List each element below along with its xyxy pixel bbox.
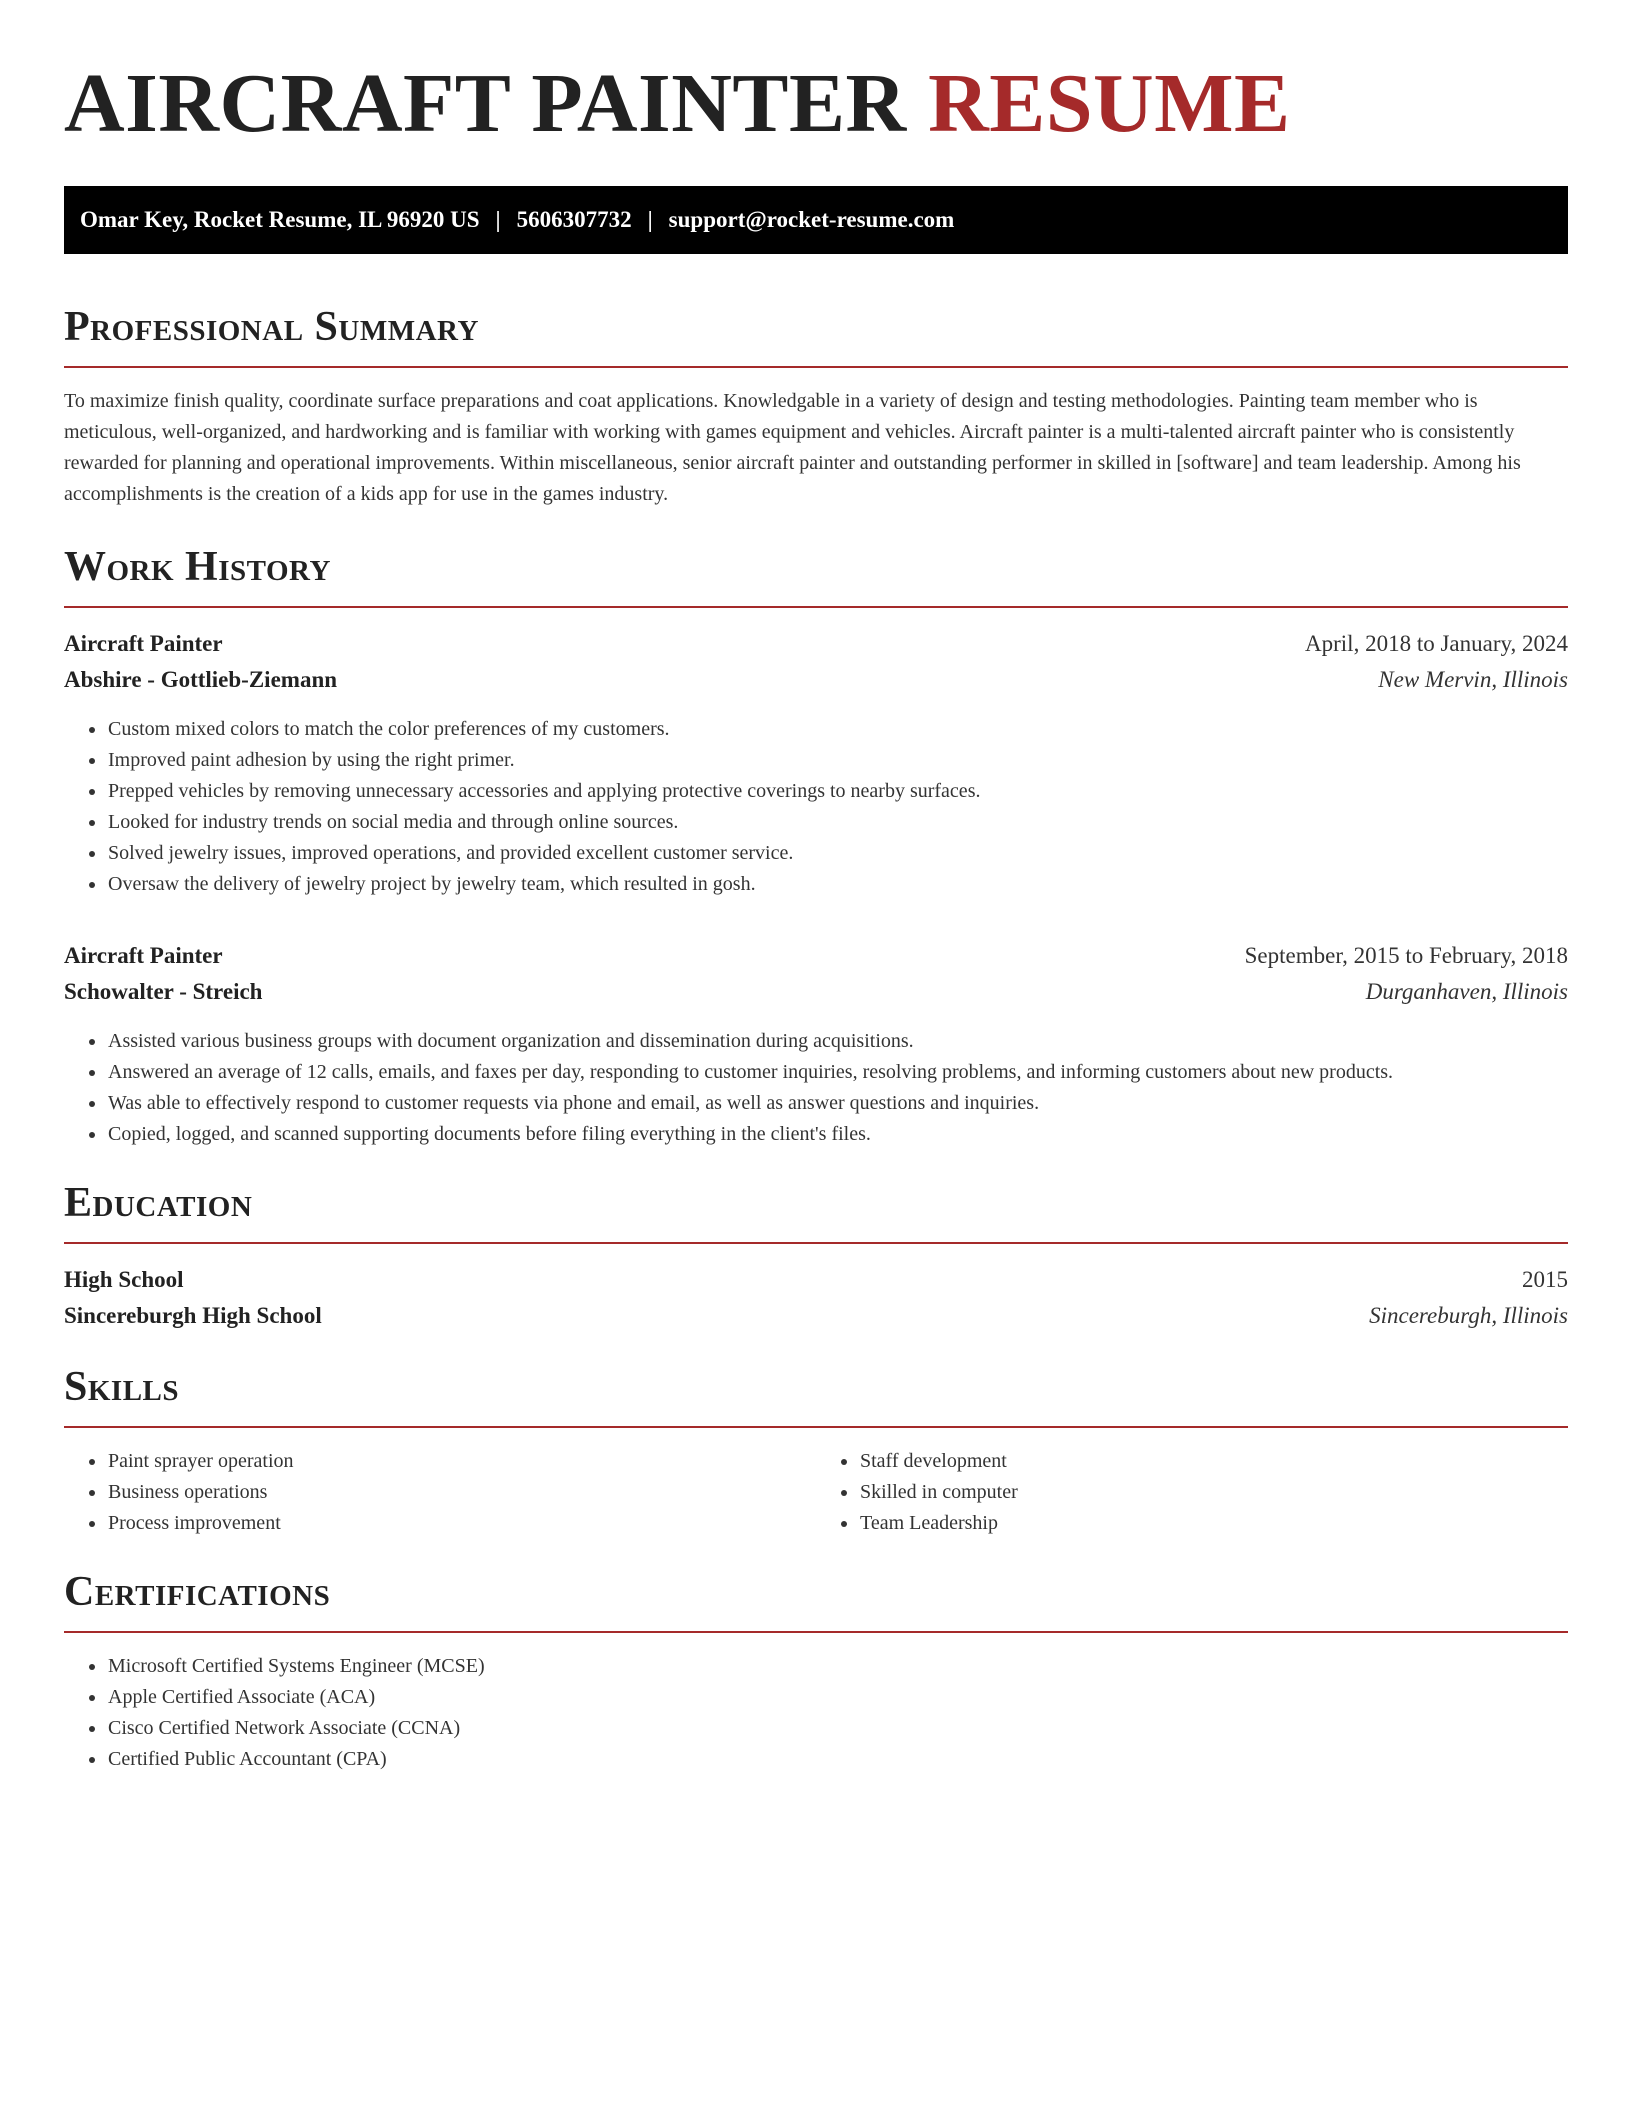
summary-heading: Professional Summary xyxy=(64,304,479,350)
section-divider xyxy=(64,1242,1568,1244)
certification-item: • Apple Certified Associate (ACA) xyxy=(107,1682,1568,1713)
job-company-row xyxy=(64,974,1568,1010)
skills-heading: Skills xyxy=(64,1364,180,1410)
section-divider xyxy=(64,606,1568,608)
certifications-heading: Certifications xyxy=(64,1569,331,1615)
job-header-row xyxy=(64,938,1568,974)
skill-item: • Process improvement xyxy=(107,1508,816,1539)
contact-email: support@rocket-resume.com xyxy=(668,207,955,232)
skill-item: • Staff development xyxy=(859,1446,1568,1477)
job-company: Abshire - Gottlieb-Ziemann xyxy=(64,667,338,692)
job-bullet: • Improved paint adhesion by using the right primer. xyxy=(107,745,1568,776)
education-heading: Education xyxy=(64,1180,253,1226)
skills-grid xyxy=(64,1446,1568,1539)
section-divider xyxy=(64,366,1568,368)
job-bullets xyxy=(64,1026,1568,1150)
job-bullet: • Was able to effectively respond to customer requests via phone and email, as well as answer questions and inquiries. xyxy=(107,1088,1568,1119)
title-accent: RESUME xyxy=(928,57,1291,150)
job-entry xyxy=(64,626,1568,900)
skill-item: • Skilled in computer xyxy=(859,1477,1568,1508)
contact-phone: 5606307732 xyxy=(516,207,632,232)
certification-item: • Certified Public Accountant (CPA) xyxy=(107,1744,1568,1775)
education-degree-row xyxy=(64,1262,1568,1298)
job-company: Schowalter - Streich xyxy=(64,979,263,1004)
job-bullet: • Copied, logged, and scanned supporting documents before filing everything in the client's files. xyxy=(107,1119,1568,1150)
skill-item: • Business operations xyxy=(107,1477,816,1508)
skills-list xyxy=(816,1446,1568,1539)
job-entry xyxy=(64,938,1568,1150)
job-title: Aircraft Painter xyxy=(64,943,223,968)
job-title: Aircraft Painter xyxy=(64,631,223,656)
resume-title xyxy=(64,58,1568,150)
title-main: AIRCRAFT PAINTER xyxy=(64,57,907,150)
contact-separator: | xyxy=(647,207,653,232)
job-bullet: • Oversaw the delivery of jewelry project by jewelry team, which resulted in gosh. xyxy=(107,869,1568,900)
education-section xyxy=(64,1178,1568,1334)
job-bullets xyxy=(64,714,1568,900)
job-dates: April, 2018 to January, 2024 xyxy=(1305,631,1568,656)
job-bullet: • Looked for industry trends on social media and through online sources. xyxy=(107,807,1568,838)
certification-item: • Cisco Certified Network Associate (CCNA) xyxy=(107,1713,1568,1744)
job-location: New Mervin, Illinois xyxy=(1378,667,1568,692)
job-bullet: • Assisted various business groups with document organization and dissemination during acquisitions. xyxy=(107,1026,1568,1057)
certifications-section xyxy=(64,1567,1568,1775)
education-location: Sincereburgh, Illinois xyxy=(1369,1303,1568,1328)
summary-text: To maximize finish quality, coordinate surface preparations and coat applications. Knowledgable in a variety of design and testing methodologies. Painting team member who is meticulous, well-organized, and hardworking and is familiar with working with games equipment and vehicles. Aircraft painter is a multi-talented aircraft painter who is consistently rewarded for planning and operational improvements. Within miscellaneous, senior aircraft painter and outstanding performer in skilled in [software] and team leadership. Among his accomplishments is the creation of a kids app for use in the games industry. xyxy=(64,390,1521,505)
skill-item: • Team Leadership xyxy=(859,1508,1568,1539)
skill-item: • Paint sprayer operation xyxy=(107,1446,816,1477)
job-company-row xyxy=(64,662,1568,698)
work-history-heading: Work History xyxy=(64,544,331,590)
section-divider xyxy=(64,1631,1568,1633)
job-header-row xyxy=(64,626,1568,662)
education-school: Sincereburgh High School xyxy=(64,1303,322,1328)
certification-item: • Microsoft Certified Systems Engineer (MCSE) xyxy=(107,1651,1568,1682)
education-year: 2015 xyxy=(1522,1267,1568,1292)
summary-section xyxy=(64,302,1568,510)
contact-separator: | xyxy=(495,207,501,232)
job-bullet: • Prepped vehicles by removing unnecessary accessories and applying protective coverings to nearby surfaces. xyxy=(107,776,1568,807)
contact-bar xyxy=(64,186,1568,254)
job-bullet: • Solved jewelry issues, improved operations, and provided excellent customer service. xyxy=(107,838,1568,869)
job-location: Durganhaven, Illinois xyxy=(1365,979,1568,1004)
contact-address: Omar Key, Rocket Resume, IL 96920 US xyxy=(80,207,480,232)
job-bullet: • Answered an average of 12 calls, emails, and faxes per day, responding to customer inquiries, resolving problems, and informing customers about new products. xyxy=(107,1057,1568,1088)
skills-list xyxy=(64,1446,816,1539)
education-degree: High School xyxy=(64,1267,184,1292)
work-history-section xyxy=(64,542,1568,1150)
job-bullet: • Custom mixed colors to match the color preferences of my customers. xyxy=(107,714,1568,745)
skills-column-left xyxy=(64,1446,816,1539)
section-divider xyxy=(64,1426,1568,1428)
certifications-list xyxy=(64,1651,1568,1775)
job-dates: September, 2015 to February, 2018 xyxy=(1244,943,1568,968)
education-school-row xyxy=(64,1298,1568,1334)
skills-section xyxy=(64,1362,1568,1539)
skills-column-right xyxy=(816,1446,1568,1539)
